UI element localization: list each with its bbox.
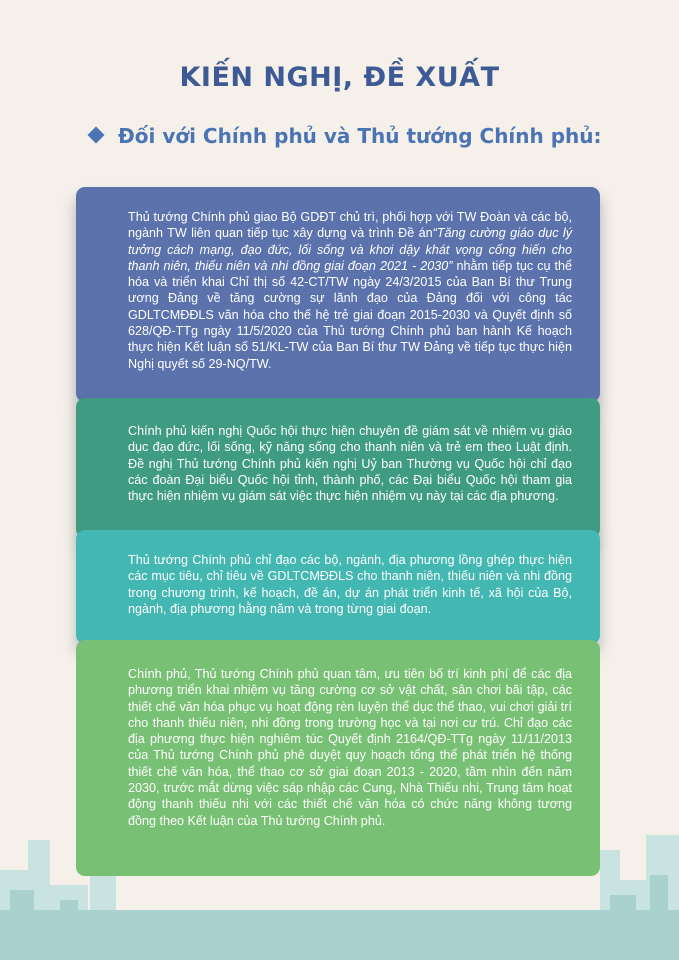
card-3-text: Thủ tướng Chính phủ chỉ đạo các bộ, ngành, địa phương lồng ghép thực hiện các mục tiêu, chỉ tiêu về GDLTCMĐĐLS cho thanh niên, thiếu niên và nhi đồng trong chương trình, kế hoạch, đề án, dự án phát triển kinh tế, xã hội của Bộ, ngành, địa phương hằng năm và trong từng giai đoạn.: [128, 553, 572, 616]
card-1-text: Thủ tướng Chính phủ giao Bộ GDĐT chủ trì, phối hợp với TW Đoàn và các bộ, ngành TW liên quan tiếp tục xây dựng và trình Đề án“Tăng cường giáo dục lý tưởng cách mạng, đạo đức, lối sống và khơi dậy khát vọng cống hiến cho thanh niên, thiếu niên và nhi đồng giai đoạn 2021 - 2030” nhằm tiếp tục cụ thể hóa và triển khai Chỉ thị số 42-CT/TW ngày 24/3/2015 của Ban Bí thư Trung ương Đảng về tăng cường sự lãnh đạo của Đảng đối với công tác GDLTCMĐĐLS văn hóa cho thế hệ trẻ giai đoạn 2015-2030 và Quyết định số 628/QĐ-TTg ngày 11/5/2020 của Thủ tướng Chính phủ ban hành Kế hoạch thực hiện Kết luận số 51/KL-TW của Ban Bí thư TW Đảng về tiếp tục thực hiện Nghị quyết số 29-NQ/TW.: [128, 210, 572, 371]
card-4-text: Chính phủ, Thủ tướng Chính phủ quan tâm, ưu tiên bố trí kinh phí để các địa phương triển khai nhiệm vụ tăng cường cơ sở vật chất, sân chơi bãi tập, các thiết chế văn hóa phục vụ hoạt động rèn luyện thể dục thể thao, vui chơi giải trí cho thanh thiếu niên, nhi đồng trong trường học và tại nơi cư trú. Chỉ đạo các địa phương thực hiện nghiêm túc Quyết định 2164/QĐ-TTg ngày 11/11/2013 của Thủ tướng Chính phủ phê duyệt quy hoạch tổng thể phát triển hệ thống thiết chế văn hóa, thể thao cơ sở giai đoạn 2013 - 2020, tầm nhìn đến năm 2030, trước mắt dừng việc sáp nhập các Cung, Nhà Thiếu nhi, Trung tâm hoạt động thanh thiếu nhi với các thiết chế văn hóa có chức năng không tương đồng theo Kết luận của Thủ tướng Chính phủ.: [128, 667, 572, 828]
recommendation-card-3: [76, 530, 600, 644]
card-2-text: Chính phủ kiến nghị Quốc hội thực hiện chuyên đề giám sát về nhiệm vụ giáo dục đạo đức, lối sống, kỹ năng sống cho thanh niên và trẻ em theo Luật định. Đề nghị Thủ tướng Chính phủ kiến nghị Uỷ ban Thường vụ Quốc hội chỉ đạo các đoàn Đại biểu Quốc hội tỉnh, thành phố, các Đại biểu Quốc hội tham gia thực hiện nhiệm vụ giám sát việc thực hiện nhiệm vụ này tại các địa phương.: [128, 424, 572, 504]
recommendation-card-1: [76, 187, 600, 402]
section-heading-text: Đối với Chính phủ và Thủ tướng Chính phủ:: [118, 124, 602, 148]
project-name: “Tăng cường giáo dục lý tưởng cách mạng, đạo đức, lối sống và khơi dậy khát vọng cống hiến cho thanh niên, thiếu niên và nhi đồng giai đoạn 2021 - 2030”: [128, 226, 572, 273]
diamond-bullet-icon: [88, 127, 105, 144]
recommendation-card-2: [76, 398, 600, 538]
recommendation-card-4: [76, 640, 600, 876]
page-title: KIẾN NGHỊ, ĐỀ XUẤT: [179, 62, 500, 93]
section-heading: [90, 124, 650, 148]
